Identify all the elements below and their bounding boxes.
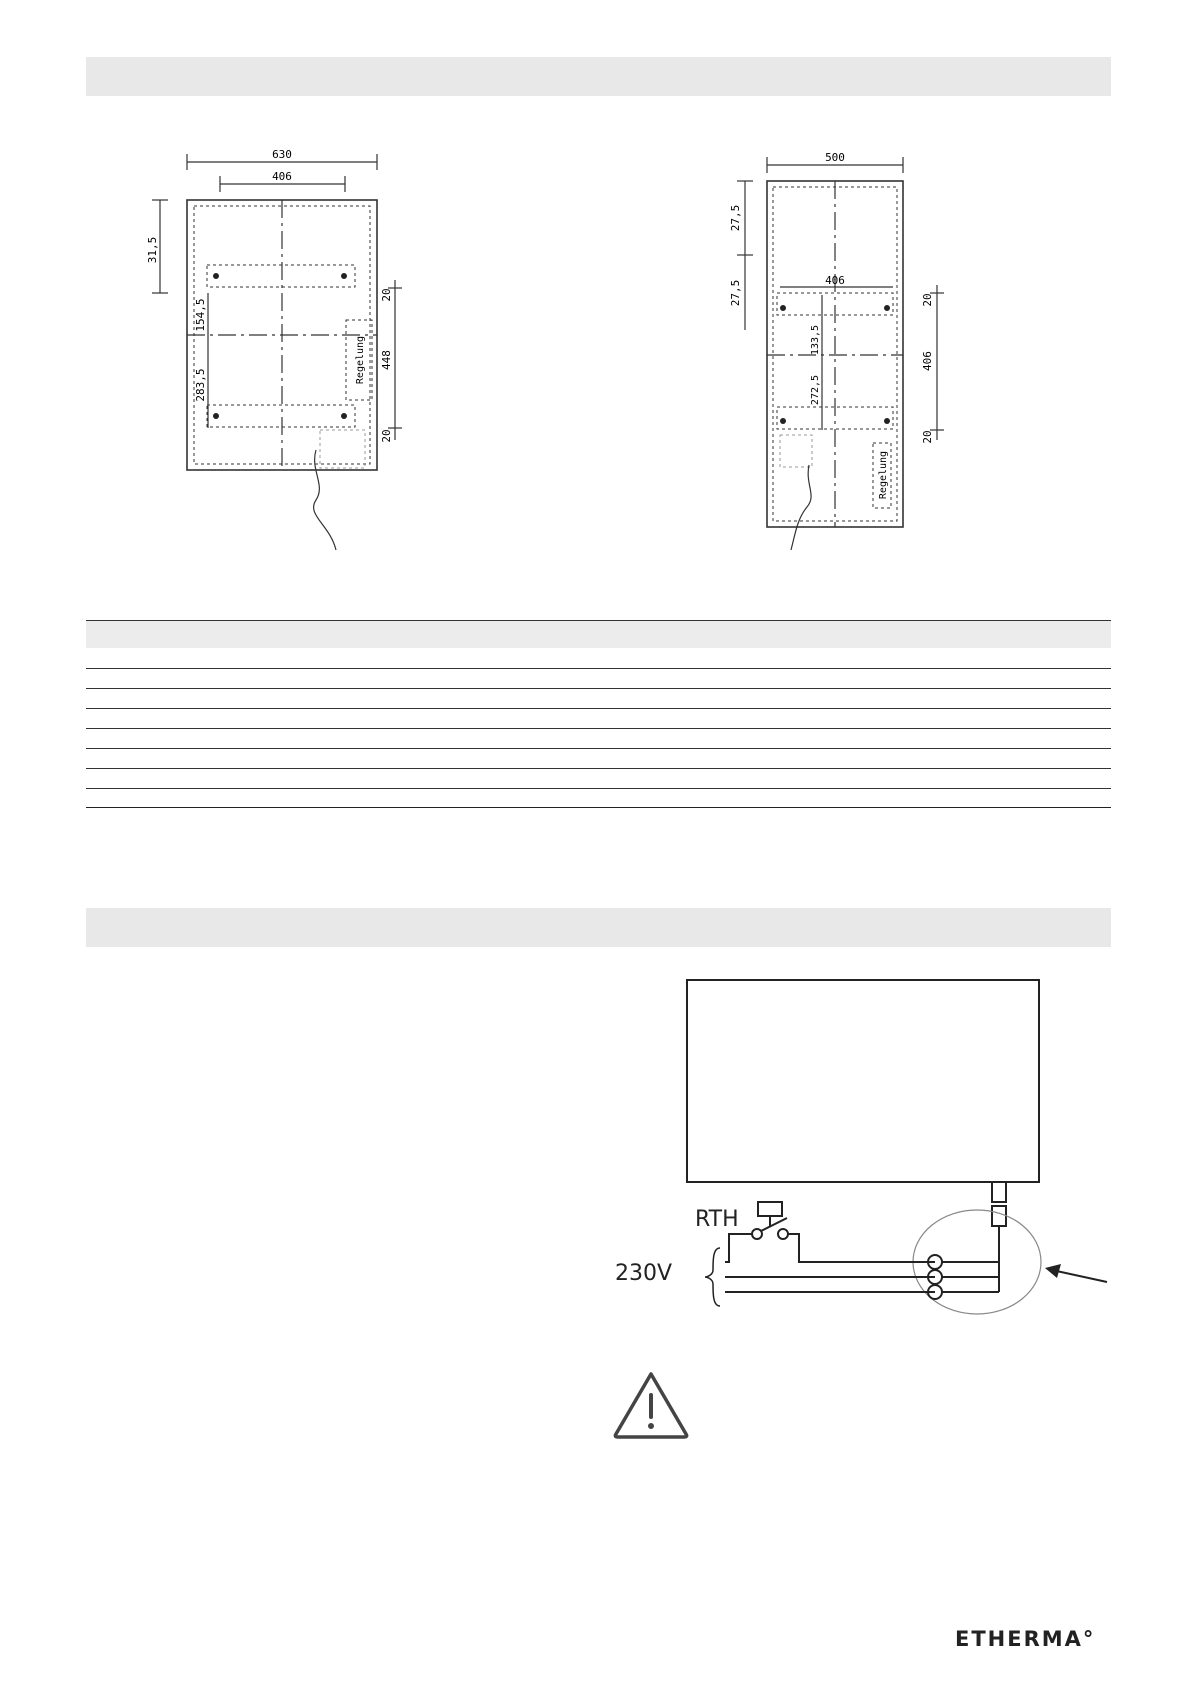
warning-triangle-icon [612, 1370, 690, 1440]
dim-right-top: 20 [380, 288, 393, 302]
dim-width-outer: 500 [825, 151, 845, 164]
pointer-arrow-line [1052, 1270, 1107, 1282]
dim-upper-offset: 154,5 [194, 298, 207, 332]
control-label: Regelung [355, 335, 366, 385]
wiring-diagram [595, 970, 1130, 1330]
control-label: Regelung [878, 450, 889, 500]
dim-right-bottom: 20 [921, 430, 934, 444]
dim-top-b: 27,5 [729, 279, 742, 307]
bracket [705, 1248, 720, 1306]
spec-table [86, 620, 1111, 808]
dim-right-span: 406 [921, 351, 934, 371]
dim-right-bottom: 20 [380, 429, 393, 443]
section-header-band-wiring [86, 908, 1111, 947]
table-row [86, 788, 1111, 789]
mounting-drawing-left [140, 140, 440, 560]
table-row [86, 728, 1111, 729]
dim-top-a: 27,5 [729, 204, 742, 232]
table-row [86, 768, 1111, 769]
arrow-icon [1045, 1264, 1061, 1278]
thermostat-label: RTH [695, 1207, 739, 1232]
section-header-band-top [86, 57, 1111, 96]
table-header [86, 620, 1111, 648]
table-row [86, 708, 1111, 709]
mounting-drawing-right [725, 145, 955, 565]
dim-mid-b: 272,5 [810, 374, 821, 406]
table-row [86, 748, 1111, 749]
dim-width-inner: 406 [825, 274, 845, 287]
dim-width-outer: 630 [272, 148, 292, 161]
table-row [86, 807, 1111, 808]
dim-right-span: 448 [380, 350, 393, 370]
dim-right-top: 20 [921, 293, 934, 307]
heater-box [687, 980, 1039, 1182]
dim-lower-offset: 283,5 [194, 368, 207, 402]
thermostat-box [758, 1202, 782, 1216]
dim-width-inner: 406 [272, 170, 292, 183]
table-row [86, 668, 1111, 669]
table-row [86, 688, 1111, 689]
dim-top-offset: 31,5 [146, 236, 159, 264]
brand-logo: ETHERMA° [955, 1627, 1096, 1651]
voltage-label: 230V [615, 1261, 673, 1286]
dim-mid-a: 133,5 [810, 324, 821, 356]
